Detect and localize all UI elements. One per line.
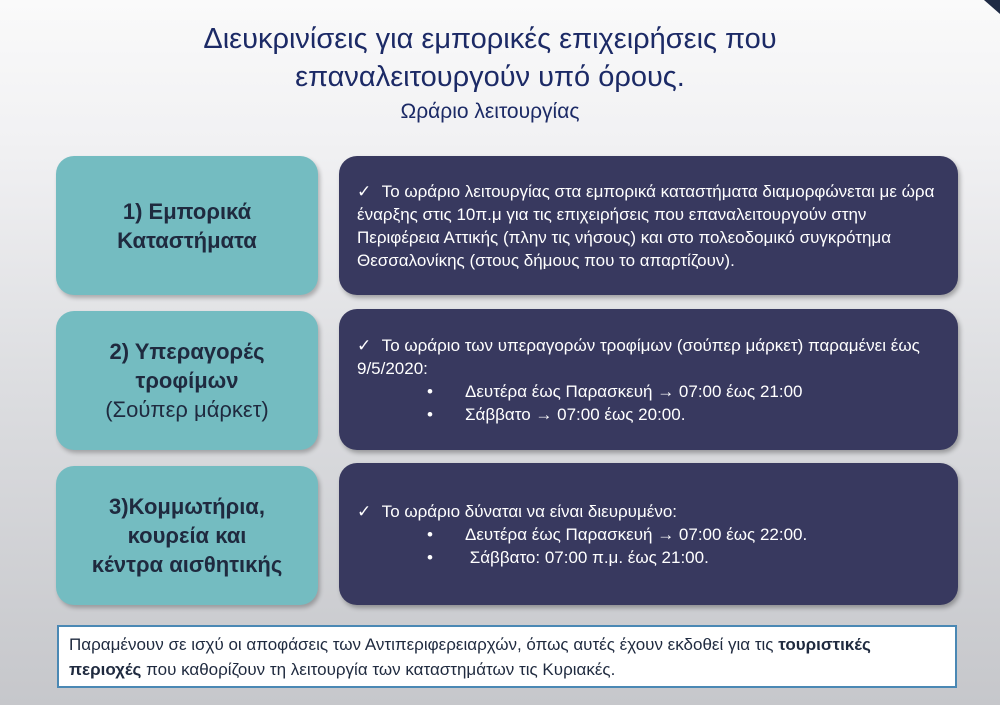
- bullet-icon: •: [427, 381, 433, 401]
- corner-decoration: [984, 0, 1000, 14]
- list-item: • Σάββατο → 07:00 έως 20:00.: [357, 403, 940, 426]
- list-item: • Δευτέρα έως Παρασκευή → 07:00 έως 21:00: [357, 380, 940, 403]
- page-title: Διευκρινίσεις για εμπορικές επιχειρήσεις που επαναλειτουργούν υπό όρους.: [203, 23, 777, 93]
- bullet-icon: •: [427, 524, 433, 544]
- arrow-icon: →: [657, 381, 675, 401]
- bullet-icon: •: [427, 547, 433, 567]
- check-icon: ✓: [357, 335, 372, 355]
- section-content-retail-stores: [339, 156, 958, 295]
- note-emphasis: τουριστικές περιοχές: [69, 635, 871, 679]
- section-label-hair-salons: 3)Κομμωτήρια, κουρεία και κέντρα αισθητικής: [56, 466, 318, 605]
- section-label-retail-stores: 1) Εμπορικά Καταστήματα: [56, 156, 318, 295]
- list-item: • Σάββατο: 07:00 π.μ. έως 21:00.: [357, 546, 940, 569]
- arrow-icon: →: [657, 524, 675, 544]
- section-text: ✓ Το ωράριο λειτουργίας στα εμπορικά καταστήματα διαμορφώνεται με ώρα έναρξης στις 10π.μ για τις επιχειρήσεις που επαναλειτουργούν στην Περιφέρεια Αττικής (πλην τις νήσους) και στο πολεοδομικό συγκρότημα Θεσσαλονίκης (στους δήμους που το απαρτίζουν).: [357, 181, 935, 270]
- arrow-icon: →: [535, 404, 553, 424]
- bullet-icon: •: [427, 404, 433, 424]
- page-subtitle: Ωράριο λειτουργίας: [400, 100, 580, 123]
- section-content-supermarkets: [339, 309, 958, 450]
- section-text: ✓ Το ωράριο δύναται να είναι διευρυμένο:: [357, 501, 678, 521]
- check-icon: ✓: [357, 501, 372, 521]
- footer-note: Παραμένουν σε ισχύ οι αποφάσεις των Αντιπεριφερειαρχών, όπως αυτές έχουν εκδοθεί για τις τουριστικές περιοχές που καθορίζουν τη λειτουργία των καταστημάτων τις Κυριακές.: [57, 625, 957, 688]
- section-content-hair-salons: [339, 463, 958, 605]
- list-item: • Δευτέρα έως Παρασκευή → 07:00 έως 22:00.: [357, 523, 940, 546]
- check-icon: ✓: [357, 181, 372, 201]
- section-text: ✓ Το ωράριο των υπεραγορών τροφίμων (σούπερ μάρκετ) παραμένει έως 9/5/2020:: [357, 335, 920, 378]
- section-label-supermarkets: 2) Υπεραγορές τροφίμων (Σούπερ μάρκετ): [56, 311, 318, 450]
